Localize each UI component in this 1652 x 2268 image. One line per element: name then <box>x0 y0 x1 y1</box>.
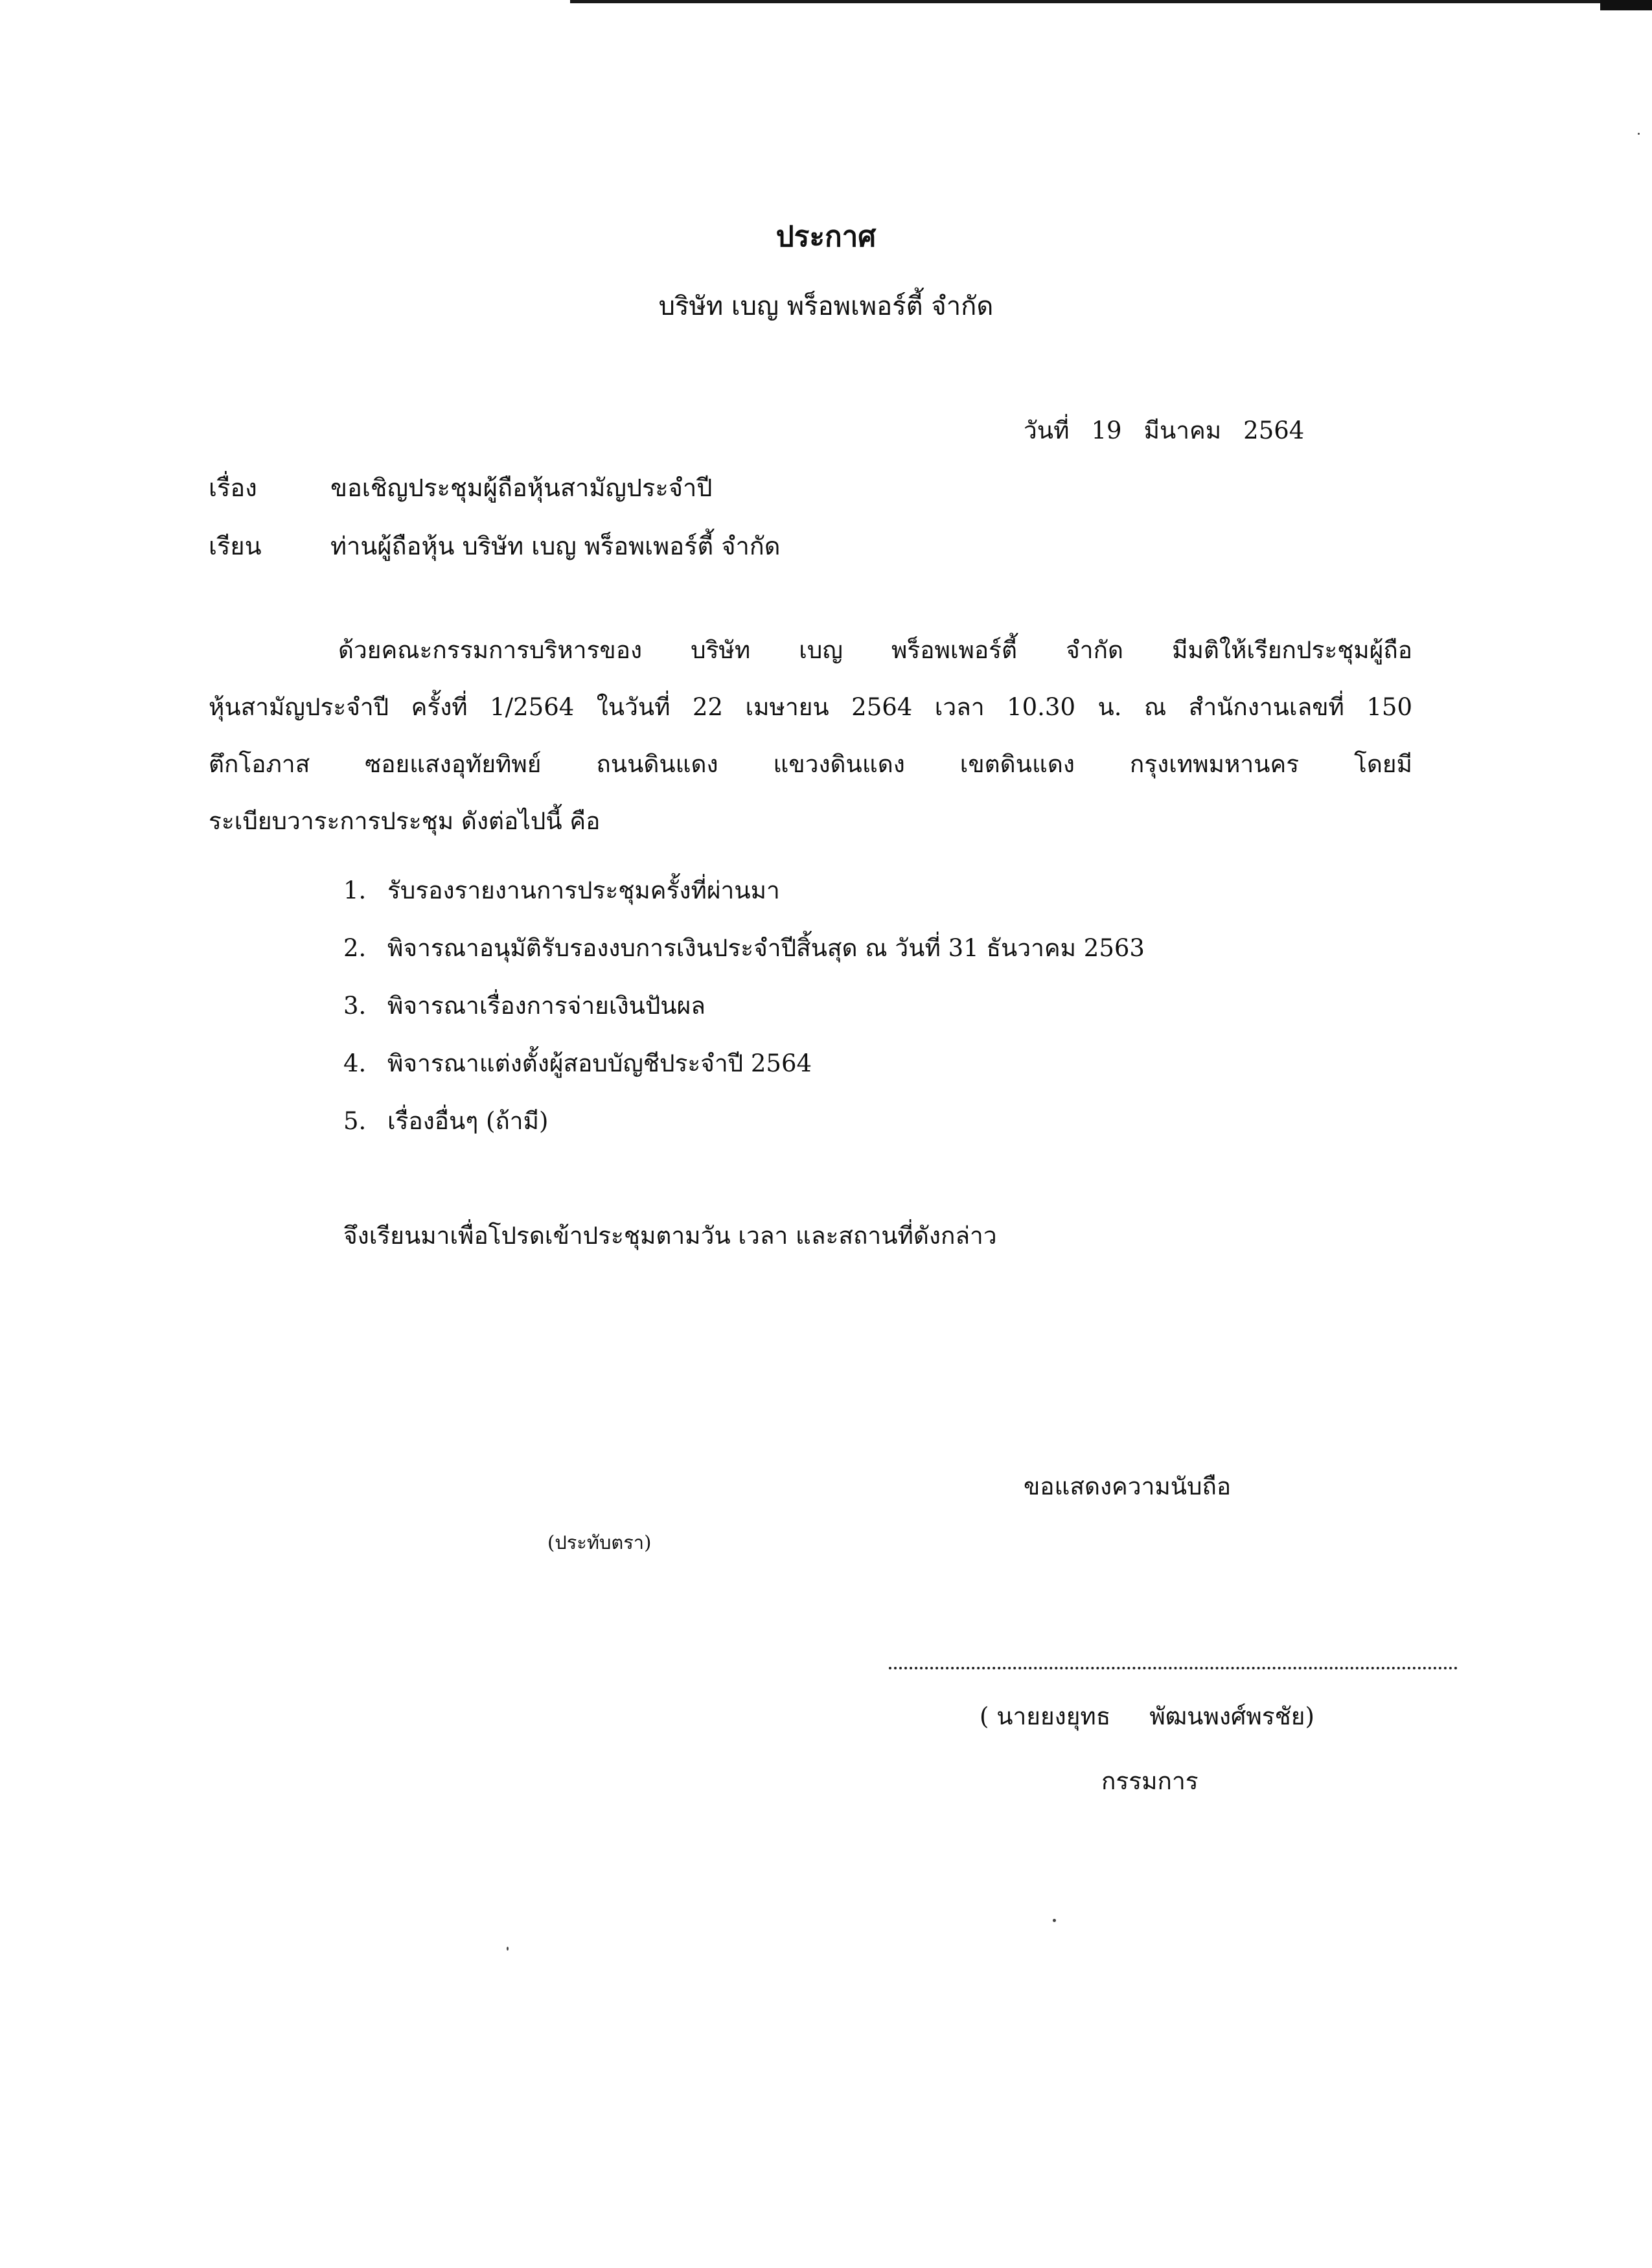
signer-first-name: ( นายยงยุทธ <box>980 1702 1111 1730</box>
body-line: ตึกโอภาส ซอยแสงอุทัยทิพย์ ถนนดินแดง แขวงดินแดง เขตดินแดง กรุงเทพมหานคร โดยมี <box>209 750 1412 778</box>
agenda-text: เรื่องอื่นๆ (ถ้ามี) <box>387 1107 549 1135</box>
scan-corner-mark <box>1600 0 1652 10</box>
agenda-number: 5. <box>343 1107 367 1135</box>
body-line: ด้วยคณะกรรมการบริหารของ บริษัท เบญ พร็อพเพอร์ตี้ จำกัด มีมติให้เรียกประชุมผู้ถือ <box>338 636 1412 664</box>
recipient-text: ท่านผู้ถือหุ้น บริษัท เบญ พร็อพเพอร์ตี้ จำกัด <box>330 532 781 560</box>
date-day-label: วันที่ <box>1024 417 1070 444</box>
seal-note: (ประทับตรา) <box>547 1531 652 1553</box>
closing-statement: จึงเรียนมาเพื่อโปรดเข้าประชุมตามวัน เวลา และสถานที่ดังกล่าว <box>343 1222 997 1250</box>
agenda-number: 4. <box>343 1049 367 1077</box>
agenda-list <box>343 871 1145 1160</box>
recipient-label: เรียน <box>209 532 262 560</box>
date-month: มีนาคม <box>1143 417 1222 444</box>
scan-speck <box>507 1947 509 1951</box>
signer-surname: พัฒนพงศ์พรชัย) <box>1149 1702 1314 1730</box>
agenda-item <box>343 1102 1145 1160</box>
scan-speck <box>1638 133 1640 135</box>
agenda-item <box>343 1044 1145 1102</box>
body-line: ระเบียบวาระการประชุม ดังต่อไปนี้ คือ <box>209 807 601 835</box>
agenda-text: พิจารณาแต่งตั้งผู้สอบบัญชีประจำปี 2564 <box>387 1049 812 1077</box>
signer-name <box>980 1697 1314 1735</box>
agenda-number: 3. <box>343 992 367 1020</box>
scan-speck <box>1053 1919 1056 1922</box>
agenda-text: รับรองรายงานการประชุมครั้งที่ผ่านมา <box>387 876 780 904</box>
regards-text: ขอแสดงความนับถือ <box>1024 1472 1232 1500</box>
agenda-item <box>343 987 1145 1044</box>
date-year: 2564 <box>1243 417 1305 444</box>
agenda-text: พิจารณาเรื่องการจ่ายเงินปันผล <box>387 992 706 1020</box>
agenda-item <box>343 929 1145 987</box>
agenda-text: พิจารณาอนุมัติรับรองงบการเงินประจำปีสิ้นสุด ณ วันที่ 31 ธันวาคม 2563 <box>387 934 1145 962</box>
scan-edge-line <box>570 0 1652 3</box>
subject-text: ขอเชิญประชุมผู้ถือหุ้นสามัญประจำปี <box>330 474 713 502</box>
document-title: ประกาศ <box>775 220 877 253</box>
company-name: บริษัท เบญ พร็อพเพอร์ตี้ จำกัด <box>658 292 994 321</box>
agenda-number: 2. <box>343 934 367 962</box>
body-paragraph <box>209 622 1412 850</box>
signature-line <box>889 1667 1458 1669</box>
agenda-item <box>343 871 1145 929</box>
document-date <box>1024 411 1304 450</box>
date-day: 19 <box>1091 417 1122 444</box>
signer-position: กรรมการ <box>1101 1767 1199 1795</box>
subject-label: เรื่อง <box>209 474 257 502</box>
body-line: หุ้นสามัญประจำปี ครั้งที่ 1/2564 ในวันที่ 22 เมษายน 2564 เวลา 10.30 น. ณ สำนักงานเลขที่ 150 <box>209 693 1412 721</box>
agenda-number: 1. <box>343 876 367 904</box>
